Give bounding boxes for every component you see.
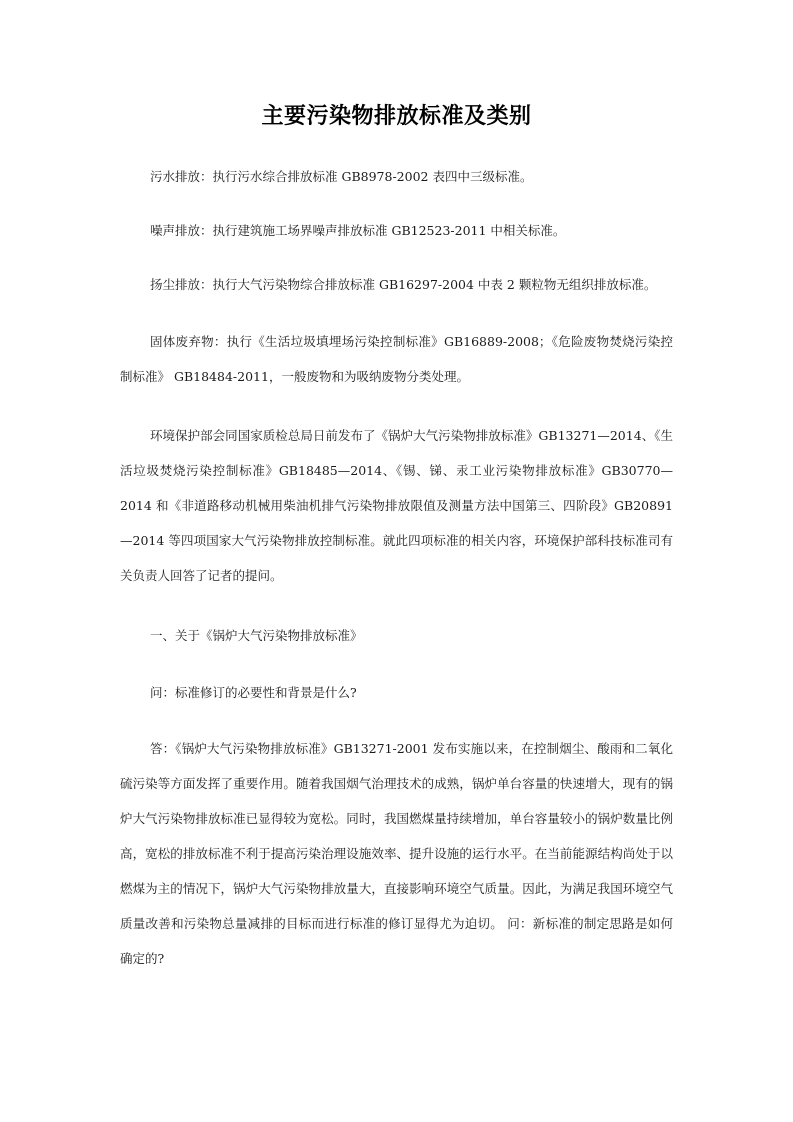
paragraph-dust: 扬尘排放：执行大气污染物综合排放标准 GB16297-2004 中表 2 颗粒物无组织排放标准。 [150,277,657,292]
question-paragraph: 问：标准修订的必要性和背景是什么? [150,685,357,700]
paragraph-noise: 噪声排放：执行建筑施工场界噪声排放标准 GB12523-2011 中相关标准。 [150,223,566,238]
paragraph-wastewater: 污水排放：执行污水综合排放标准 GB8978-2002 表四中三级标准。 [150,169,533,184]
section-heading-boiler: 一、关于《锅炉大气污染物排放标准》 [150,628,363,643]
answer-paragraph: 答：《锅炉大气污染物排放标准》GB13271-2001 发布实施以来，在控制烟尘、酸雨和二氧化硫污染等方面发挥了重要作用。随着我国烟气治理技术的成熟，锅炉单台容量的快速增大，现有的锅炉大气污染物排放标准已显得较为宽松。同时，我国燃煤量持续增加，单台容量较小的锅炉数量比例高，宽松的排放标准不利于提高污染治理设施效率、提升设施的运行水平。在当前能源结构尚处于以燃煤为主的情况下，锅炉大气污染物排放量大，直接影响环境空气质量。因此，为满足我国环境空气质量改善和污染物总量减排的目标而进行标准的修订显得尤为迫切。 问：新标准的制定思路是如何确定的? [120,741,673,966]
paragraph-solid-waste: 固体废弃物：执行《生活垃圾填埋场污染控制标准》GB16889-2008；《危险废物焚烧污染控制标准》 GB18484-2011，一般废物和为吸纳废物分类处理。 [120,334,673,384]
document-title: 主要污染物排放标准及类别 [261,104,532,129]
paragraph-standards-release: 环境保护部会同国家质检总局日前发布了《锅炉大气污染物排放标准》GB13271—2014、《生活垃圾焚烧污染控制标准》GB18485—2014、《锡、锑、汞工业污染物排放标准》GB30770—2014 和《非道路移动机械用柴油机排气污染物排放限值及测量方法中国第三、四阶段》GB20891—2014 等四项国家大气污染物排放控制标准。就此四项标准的相关内容，环境保护部科技标准司有关负责人回答了记者的提问。 [120,428,673,583]
